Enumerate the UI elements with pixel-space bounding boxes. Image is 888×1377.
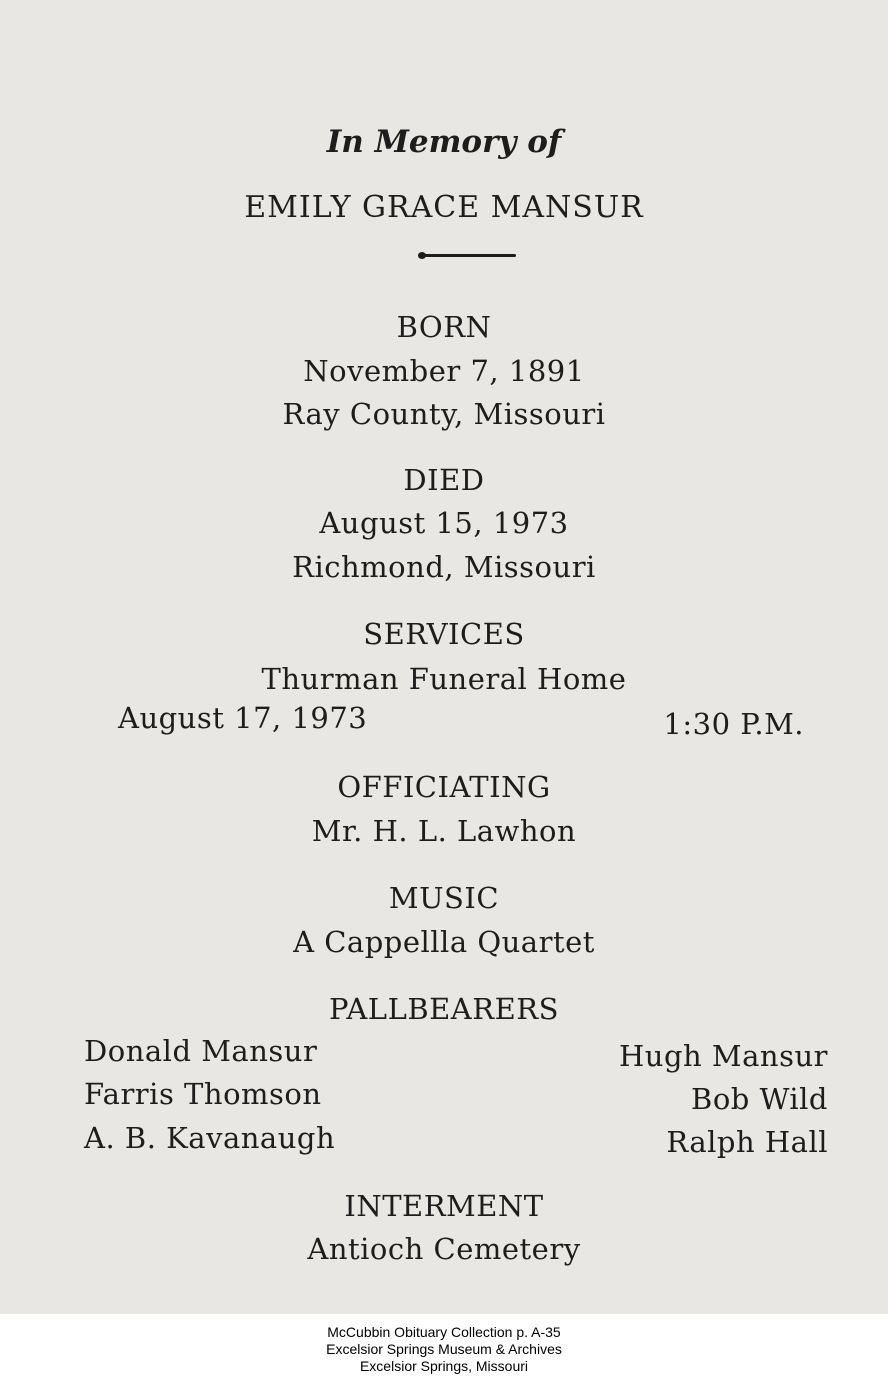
services-time: 1:30 P.M. xyxy=(663,707,804,741)
born-label: BORN xyxy=(396,310,492,344)
services-location: Thurman Funeral Home xyxy=(261,662,627,696)
pallbearer-right-3: Ralph Hall xyxy=(666,1125,828,1159)
birth-date: November 7, 1891 xyxy=(303,354,585,388)
interment-place: Antioch Cemetery xyxy=(307,1232,581,1266)
divider-rule xyxy=(420,254,516,257)
death-place: Richmond, Missouri xyxy=(292,550,596,584)
pallbearer-right-2: Bob Wild xyxy=(691,1082,828,1116)
services-date: August 17, 1973 xyxy=(118,701,368,735)
caption-collection: McCubbin Obituary Collection p. A-35 xyxy=(327,1324,561,1340)
music-label: MUSIC xyxy=(388,881,500,915)
pallbearer-left-3: A. B. Kavanaugh xyxy=(84,1121,336,1155)
deceased-name: EMILY GRACE MANSUR xyxy=(244,190,644,225)
caption-museum: Excelsior Springs Museum & Archives xyxy=(326,1341,562,1357)
archive-caption xyxy=(0,1324,888,1375)
pallbearer-left-2: Farris Thomson xyxy=(84,1077,322,1111)
pallbearers-label: PALLBEARERS xyxy=(329,992,559,1026)
caption-location: Excelsior Springs, Missouri xyxy=(359,1358,529,1374)
divider-dot xyxy=(418,252,426,259)
interment-label: INTERMENT xyxy=(344,1189,544,1223)
pallbearer-left-1: Donald Mansur xyxy=(84,1034,318,1068)
died-label: DIED xyxy=(403,463,485,497)
music-performer: A Cappellla Quartet xyxy=(293,925,595,959)
officiant-name: Mr. H. L. Lawhon xyxy=(311,814,577,848)
services-label: SERVICES xyxy=(363,617,525,651)
memorial-heading: In Memory of xyxy=(326,124,562,160)
officiating-label: OFFICIATING xyxy=(337,770,551,804)
death-date: August 15, 1973 xyxy=(319,506,569,540)
pallbearer-right-1: Hugh Mansur xyxy=(618,1039,828,1073)
birth-place: Ray County, Missouri xyxy=(282,397,606,431)
